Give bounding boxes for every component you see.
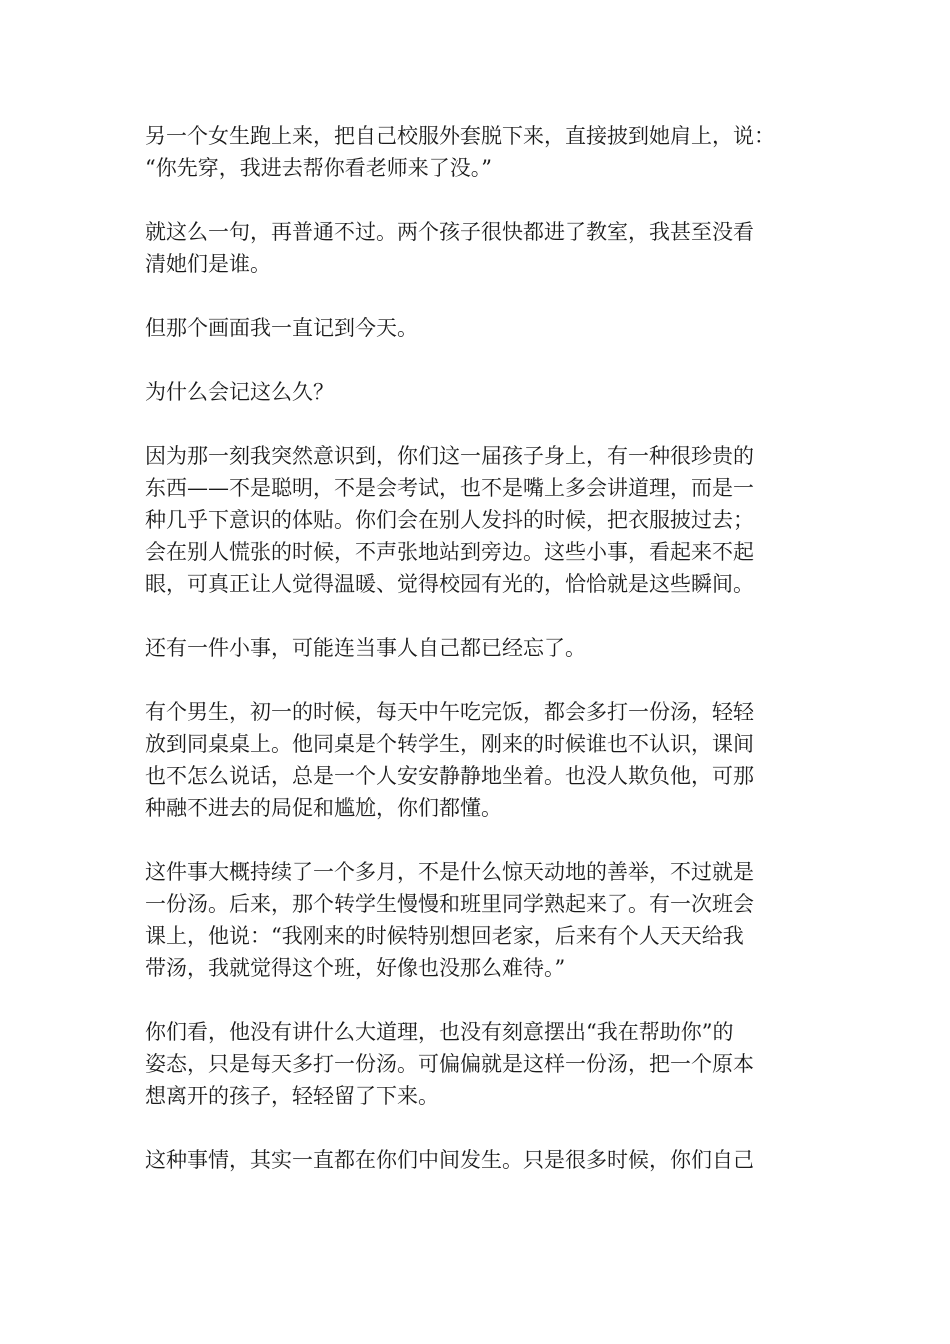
paragraph-10 bbox=[145, 1144, 810, 1176]
text-line: 就这么一句，再普通不过。两个孩子很快都进了教室，我甚至没看 bbox=[145, 220, 754, 244]
text-line: 也不怎么说话，总是一个人安安静静地坐着。也没人欺负他，可那 bbox=[145, 764, 754, 788]
paragraph-6 bbox=[145, 632, 810, 664]
text-line: 因为那一刻我突然意识到，你们这一届孩子身上，有一种很珍贵的 bbox=[145, 444, 754, 468]
text-line: 还有一件小事，可能连当事人自己都已经忘了。 bbox=[145, 636, 586, 660]
paragraph-4 bbox=[145, 376, 810, 408]
text-line: “你先穿，我进去帮你看老师来了没。” bbox=[145, 156, 492, 180]
paragraph-5 bbox=[145, 440, 810, 600]
text-line: 东西——不是聪明，不是会考试，也不是嘴上多会讲道理，而是一 bbox=[145, 476, 754, 500]
text-line: 想离开的孩子，轻轻留了下来。 bbox=[145, 1084, 439, 1108]
text-line: 这件事大概持续了一个多月，不是什么惊天动地的善举，不过就是 bbox=[145, 860, 754, 884]
text-line: 但那个画面我一直记到今天。 bbox=[145, 316, 418, 340]
document-body bbox=[145, 120, 810, 1208]
paragraph-9 bbox=[145, 1016, 810, 1112]
text-line: 清她们是谁。 bbox=[145, 252, 271, 276]
text-line: 你们看，他没有讲什么大道理，也没有刻意摆出“我在帮助你”的 bbox=[145, 1020, 734, 1044]
paragraph-1 bbox=[145, 120, 810, 184]
text-line: 种几乎下意识的体贴。你们会在别人发抖的时候，把衣服披过去； bbox=[145, 508, 754, 532]
text-line: 眼，可真正让人觉得温暖、觉得校园有光的，恰恰就是这些瞬间。 bbox=[145, 572, 754, 596]
text-line: 放到同桌桌上。他同桌是个转学生，刚来的时候谁也不认识，课间 bbox=[145, 732, 754, 756]
text-line: 带汤，我就觉得这个班，好像也没那么难待。” bbox=[145, 956, 566, 980]
text-line: 有个男生，初一的时候，每天中午吃完饭，都会多打一份汤，轻轻 bbox=[145, 700, 754, 724]
paragraph-2 bbox=[145, 216, 810, 280]
text-line: 会在别人慌张的时候，不声张地站到旁边。这些小事，看起来不起 bbox=[145, 540, 754, 564]
text-line: 课上，他说：“我刚来的时候特别想回老家，后来有个人天天给我 bbox=[145, 924, 744, 948]
text-line: 另一个女生跑上来，把自己校服外套脱下来，直接披到她肩上，说： bbox=[145, 124, 775, 148]
paragraph-8 bbox=[145, 856, 810, 984]
paragraph-7 bbox=[145, 696, 810, 824]
text-line: 姿态，只是每天多打一份汤。可偏偏就是这样一份汤，把一个原本 bbox=[145, 1052, 754, 1076]
text-line: 一份汤。后来，那个转学生慢慢和班里同学熟起来了。有一次班会 bbox=[145, 892, 754, 916]
text-line: 为什么会记这么久？ bbox=[145, 380, 334, 404]
text-line: 种融不进去的局促和尴尬，你们都懂。 bbox=[145, 796, 502, 820]
paragraph-3 bbox=[145, 312, 810, 344]
text-line: 这种事情，其实一直都在你们中间发生。只是很多时候，你们自己 bbox=[145, 1148, 754, 1172]
